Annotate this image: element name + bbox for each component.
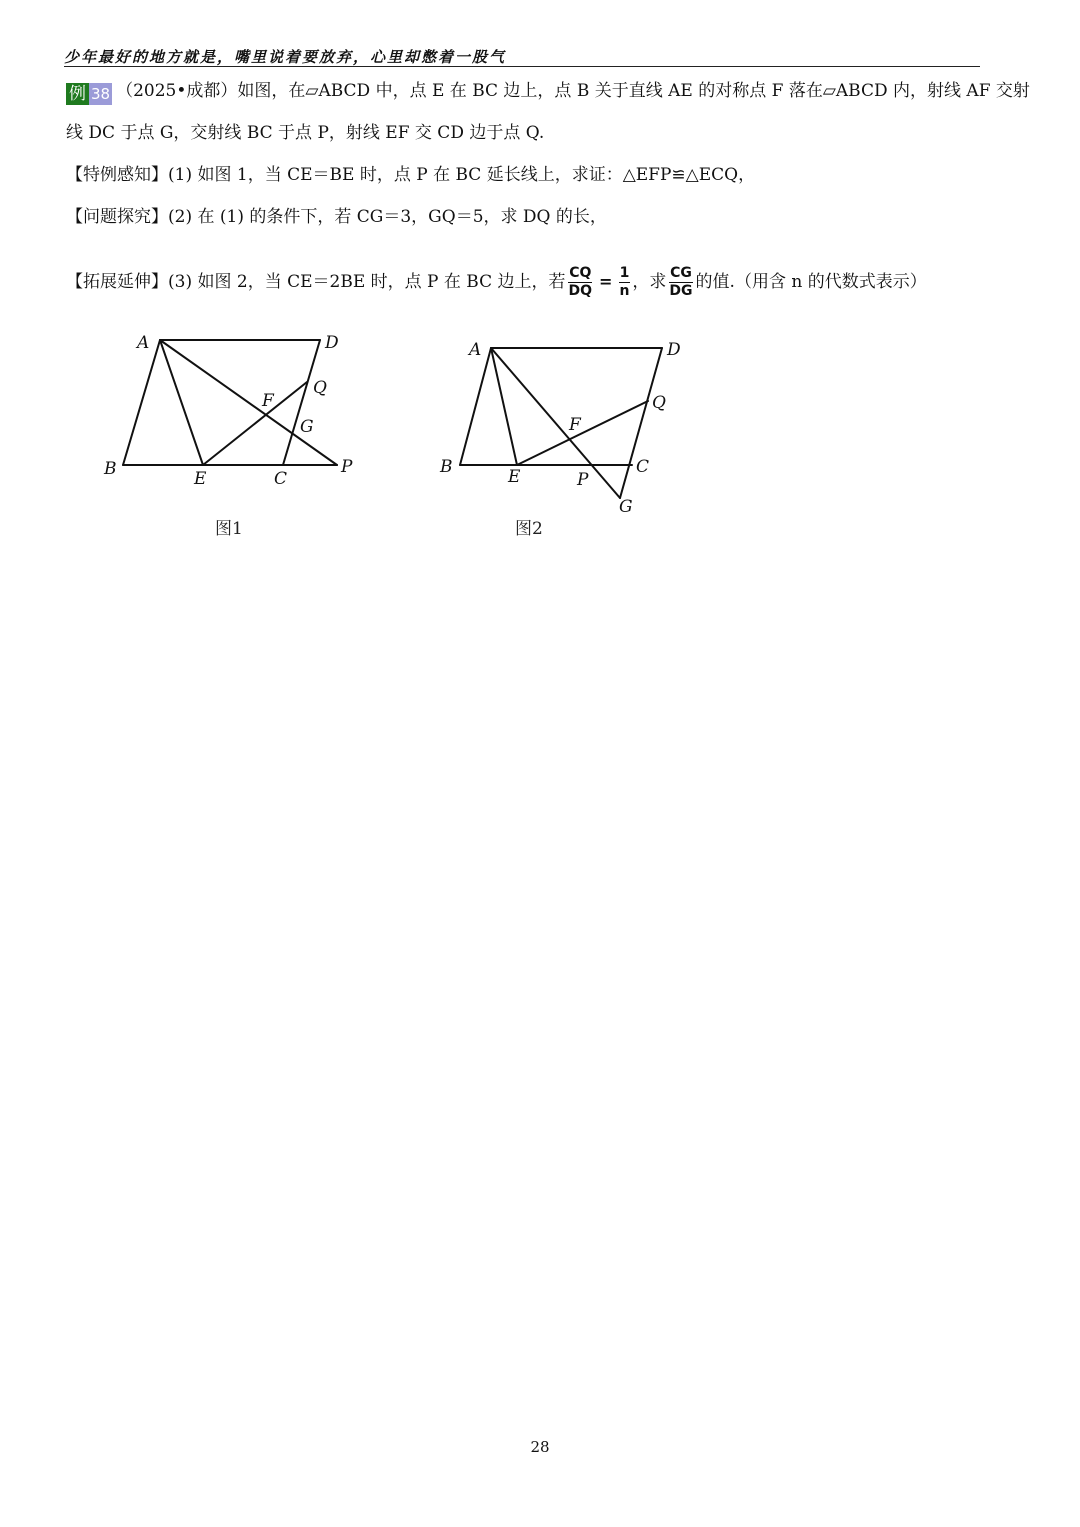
fig1-label-e: E bbox=[194, 469, 207, 489]
fig1-label-a: A bbox=[137, 333, 150, 353]
fig1-label-d: D bbox=[325, 333, 339, 353]
fraction-denominator: DQ bbox=[568, 283, 593, 299]
fig1-label-c: C bbox=[274, 469, 288, 489]
fig1-label-b: B bbox=[104, 459, 117, 479]
intro-text-1: （2025•成都）如图，在▱ABCD 中，点 E 在 BC 边上，点 B 关于直线 AE 的对称点 F 落在▱ABCD 内，射线 AF 交射 bbox=[116, 81, 1030, 101]
fig2-label-c: C bbox=[636, 457, 650, 477]
equals-sign: = bbox=[599, 272, 613, 291]
segment-ab bbox=[460, 348, 491, 465]
figure-1-caption: 图1 bbox=[215, 519, 243, 539]
segment-ab bbox=[123, 340, 160, 465]
part1-text: 【特例感知】(1) 如图 1，当 CE＝BE 时，点 P 在 BC 延长线上，求证：△EFP≌△ECQ， bbox=[66, 165, 756, 185]
segment-ae bbox=[160, 340, 203, 465]
fig1-label-p: P bbox=[341, 457, 353, 477]
part3-text-b: ，求 bbox=[632, 272, 667, 292]
fig2-label-a: A bbox=[469, 340, 482, 360]
fig2-label-e: E bbox=[508, 467, 521, 487]
figure-2-caption: 图2 bbox=[515, 519, 543, 539]
figure-1-diagram bbox=[0, 0, 1080, 560]
fig1-label-f: F bbox=[262, 391, 274, 411]
segment-dc bbox=[283, 340, 320, 465]
fig1-label-q: Q bbox=[313, 378, 327, 398]
fig2-label-g: G bbox=[619, 497, 633, 517]
segment-ae bbox=[491, 348, 517, 465]
problem-intro-line2: 线 DC 于点 G，交射线 BC 于点 P，射线 EF 交 CD 边于点 Q. bbox=[66, 123, 545, 143]
segment-ap bbox=[160, 340, 337, 465]
fraction-denominator: n bbox=[619, 283, 630, 299]
fraction-numerator: 1 bbox=[619, 265, 630, 281]
example-badge-number: 38 bbox=[91, 85, 111, 103]
fraction-denominator: DG bbox=[669, 283, 693, 299]
fraction-numerator: CQ bbox=[569, 265, 592, 281]
page-number: 28 bbox=[530, 1438, 550, 1456]
fig2-label-b: B bbox=[440, 457, 453, 477]
fig2-label-q: Q bbox=[652, 393, 666, 413]
fig2-label-f: F bbox=[569, 415, 581, 435]
header-slogan: 少年最好的地方就是，嘴里说着要放弃，心里却憋着一股气 bbox=[64, 48, 507, 66]
part3-text-c: 的值.（用含 n 的代数式表示） bbox=[695, 272, 927, 292]
fraction-numerator: CG bbox=[670, 265, 692, 281]
fig2-label-d: D bbox=[667, 340, 681, 360]
part2-text: 【问题探究】(2) 在 (1) 的条件下，若 CG＝3，GQ＝5，求 DQ 的长， bbox=[66, 207, 607, 227]
fig2-label-p: P bbox=[577, 470, 589, 490]
part3-text-a: 【拓展延伸】(3) 如图 2，当 CE＝2BE 时，点 P 在 BC 边上，若 bbox=[66, 272, 566, 292]
segment-eq bbox=[203, 382, 307, 465]
fig1-label-g: G bbox=[300, 417, 314, 437]
example-badge-label: 例 bbox=[66, 83, 89, 105]
